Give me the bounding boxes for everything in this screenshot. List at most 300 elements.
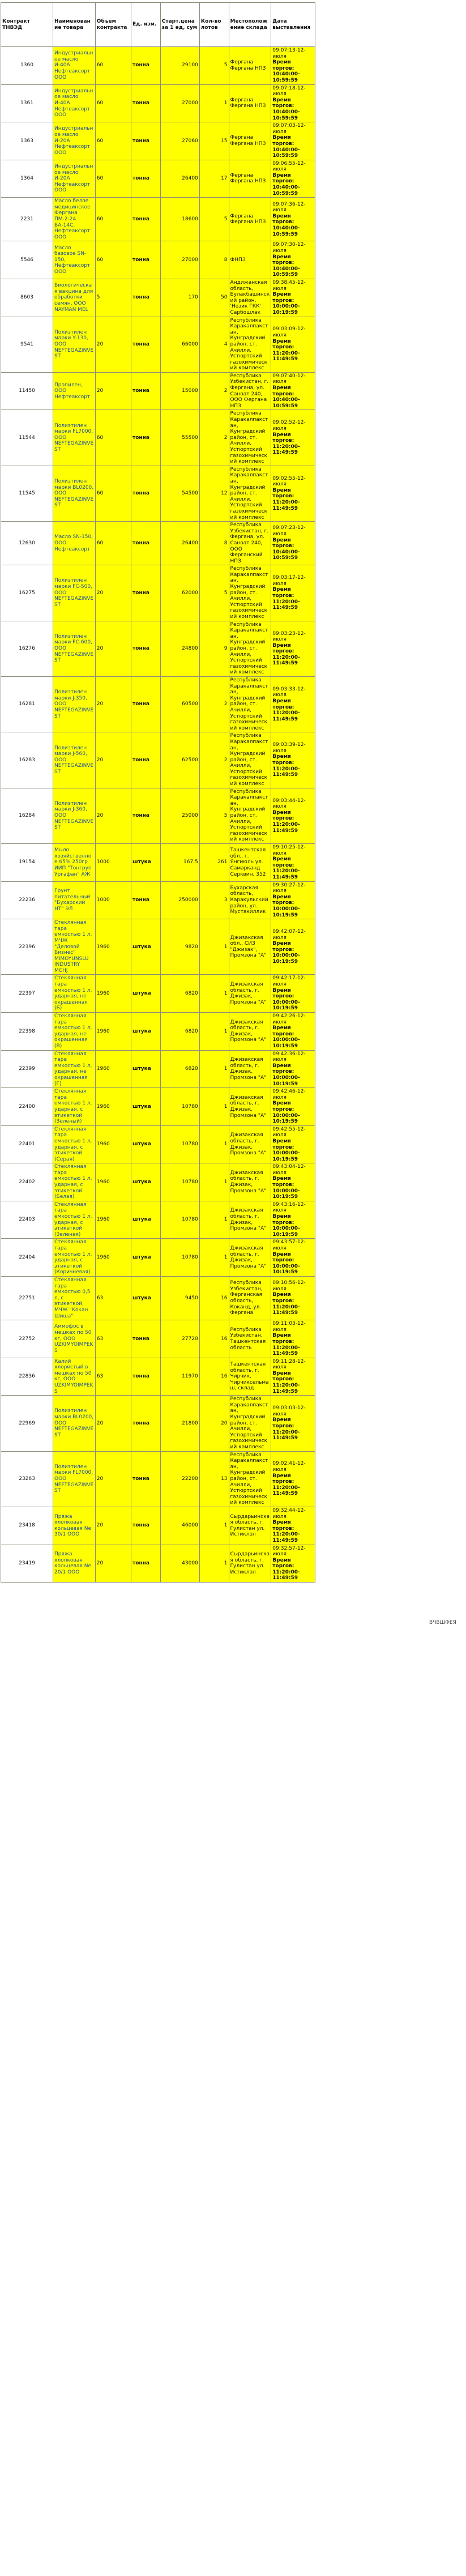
end-date-value: 09:43:16-12-июля (272, 1201, 306, 1214)
end-date-value: 09:03:09-12-июля (272, 326, 306, 339)
cell-location: Республика Каракалпакстан, Кунградский район, ст. Ачилли, Устюртский газохимический комплекс (229, 1396, 271, 1451)
trade-time-label: Время торгов: (272, 587, 294, 599)
cell-contract: 22969 (1, 1396, 53, 1451)
end-date-value: 09:32:44-12-июля (272, 1507, 306, 1520)
cell-product-name: Полиэтилен марки BL0200, ООО NEFTEGAZINVEST (53, 1396, 96, 1451)
cell-product-name: Масло SN-150, ООО Нефтеаксорт (53, 522, 96, 565)
trade-time-label: Время торгов: (272, 941, 294, 953)
trade-time-label: Время торгов: (272, 809, 294, 822)
header-location: Местоположение склада (229, 3, 271, 47)
end-date-value: 09:07:13-12-июля (272, 48, 306, 59)
trade-time-label: Время торгов: (272, 59, 294, 71)
cell-contract: 22398 (1, 1013, 53, 1051)
cell-location: Бухарская область, Каракульский район, ул. Мустакиллик (229, 881, 271, 919)
cell-unit: тонна (131, 522, 161, 565)
cell-unit: тонна (131, 1545, 161, 1583)
cell-volume: 1960 (95, 919, 131, 975)
cell-product-name: Индустриальное масло И-40А Нефтеаксорт ООО (53, 84, 96, 122)
table-row (1, 466, 315, 521)
cell-location: Республика Узбекистан, г. Фергана, ул. Саноат 240, ООО Ферганский НПЗ (229, 522, 271, 565)
cell-unit: штука (131, 844, 161, 882)
cell-contract: 16283 (1, 732, 53, 788)
cell-end-date (271, 1320, 315, 1358)
cell-start-price: 18600 (160, 198, 199, 241)
cell-lots: 1 (199, 1201, 229, 1239)
cell-start-price: 21800 (160, 1396, 199, 1451)
trade-time-value: 11:20:00-11:49:59 (272, 1429, 300, 1441)
trade-time-label: Время торгов: (272, 338, 294, 351)
cell-lots: 50 (199, 279, 229, 317)
cell-end-date (271, 1545, 315, 1583)
trade-time-label: Время торгов: (272, 385, 294, 397)
cell-volume: 1960 (95, 1050, 131, 1088)
cell-product-name: Полиэтилен марки FC-500, ООО NEFTEGAZINVEST (53, 565, 96, 621)
table-row (1, 844, 315, 882)
table-row (1, 1507, 315, 1545)
trade-time-label: Время торгов: (272, 537, 294, 549)
trade-time-label: Время торгов: (272, 856, 294, 868)
table-row (1, 1125, 315, 1163)
table-row (1, 1396, 315, 1451)
cell-end-date (271, 975, 315, 1013)
cell-product-name: Индустриальное масло И-20А Нефтеаксорт ООО (53, 160, 96, 198)
trade-time-value: 10:00:00-10:19:59 (272, 906, 300, 918)
cell-location: Джизакская область, г. Джизак, Промзона "А" (229, 1050, 271, 1088)
cell-product-name: Биологическая вакцина для обработки семян, ООО NAYMAN MEL (53, 279, 96, 317)
cell-unit: тонна (131, 241, 161, 279)
cell-product-name: Пропилен, ООО Нефтеаксорт (53, 372, 96, 410)
cell-product-name: Стеклянная тара емкостью 1 л, ударная, с этикеткой (Зелёный) (53, 1088, 96, 1126)
cell-start-price: 10780 (160, 1201, 199, 1239)
cell-product-name: Стеклянная тара емкостью 1 л, ударная, с этикеткой (Серая) (53, 1125, 96, 1163)
cell-end-date (271, 676, 315, 732)
cell-lots: 2 (199, 372, 229, 410)
cell-contract: 8603 (1, 279, 53, 317)
cell-lots: 1 (199, 975, 229, 1013)
trade-time-label: Время торгов: (272, 292, 294, 304)
cell-volume: 60 (95, 160, 131, 198)
header-lots: Кол-во лотов (199, 3, 229, 47)
cell-unit: штука (131, 1088, 161, 1126)
cell-end-date (271, 84, 315, 122)
cell-end-date (271, 198, 315, 241)
cell-unit: штука (131, 1013, 161, 1051)
cell-start-price: 15000 (160, 372, 199, 410)
cell-volume: 20 (95, 1507, 131, 1545)
cell-unit: тонна (131, 410, 161, 466)
cell-contract: 11450 (1, 372, 53, 410)
end-date-value: 09:38:45-12-июля (272, 279, 306, 292)
cell-start-price: 24800 (160, 621, 199, 676)
trade-time-label: Время торгов: (272, 97, 294, 109)
cell-start-price: 167.5 (160, 844, 199, 882)
trade-time-value: 11:20:00-11:49:59 (272, 1304, 300, 1316)
cell-lots: 1 (199, 1507, 229, 1545)
cell-end-date (271, 1125, 315, 1163)
trade-time-value: 11:20:00-11:49:59 (272, 868, 300, 880)
cell-start-price: 10780 (160, 1163, 199, 1201)
trade-time-value: 11:20:00-11:49:59 (272, 1532, 300, 1543)
cell-product-name: Полиэтилен марки FL7000, ООО NEFTEGAZINVEST (53, 1451, 96, 1507)
cell-location: Республика Каракалпакстан, Кунградский район, ст. Ачилли, Устюртский газохимический комплекс (229, 410, 271, 466)
trade-time-value: 11:20:00-11:49:59 (272, 821, 300, 834)
table-row (1, 1088, 315, 1126)
cell-contract: 22397 (1, 975, 53, 1013)
cell-end-date (271, 1451, 315, 1507)
cell-contract: 23263 (1, 1451, 53, 1507)
cell-start-price: 27000 (160, 241, 199, 279)
trade-time-value: 11:20:00-11:49:59 (272, 1383, 300, 1394)
cell-end-date (271, 279, 315, 317)
end-date-value: 09:03:03-12-июля (272, 1405, 306, 1417)
cell-unit: штука (131, 1201, 161, 1239)
table-row (1, 160, 315, 198)
cell-end-date (271, 1239, 315, 1277)
cell-contract: 5546 (1, 241, 53, 279)
cell-lots: 15 (199, 122, 229, 160)
trade-time-value: 10:00:00-10:19:59 (272, 304, 300, 315)
trade-time-label: Время торгов: (272, 1063, 294, 1075)
side-note: ВЧВШФЕЯ (429, 1620, 456, 1626)
trade-time-value: 10:00:00-10:19:59 (272, 1037, 300, 1049)
cell-location: Сырдарьинская область, г. Гулистан ул. Истиклол (229, 1507, 271, 1545)
trade-time-value: 10:00:00-10:19:59 (272, 1112, 300, 1125)
table-row (1, 1320, 315, 1358)
table-body (1, 47, 315, 1583)
cell-contract: 22399 (1, 1050, 53, 1088)
end-date-value: 09:43:57-12-июля (272, 1239, 306, 1251)
cell-start-price: 27000 (160, 84, 199, 122)
cell-end-date (271, 919, 315, 975)
cell-contract: 16276 (1, 621, 53, 676)
lots-table (1, 2, 315, 1583)
cell-volume: 20 (95, 732, 131, 788)
table-row (1, 47, 315, 85)
trade-time-label: Время торгов: (272, 1557, 294, 1570)
cell-start-price: 6820 (160, 1013, 199, 1051)
cell-lots: 1 (199, 1125, 229, 1163)
cell-volume: 1960 (95, 1201, 131, 1239)
cell-location: Фергана Фергана НПЗ (229, 122, 271, 160)
cell-product-name: Пряжа хлопковая кольцевая Ne 30/1 ООО (53, 1507, 96, 1545)
end-date-value: 09:42:26-12-июля (272, 1013, 306, 1025)
cell-contract: 22400 (1, 1088, 53, 1126)
cell-volume: 1960 (95, 1125, 131, 1163)
cell-product-name: Стеклянная тара емкостью 1 л, ударная, не окрашенная (В) (53, 1013, 96, 1051)
trade-time-value: 11:20:00-11:49:59 (272, 350, 300, 362)
table-row (1, 1239, 315, 1277)
cell-lots: 1 (199, 1013, 229, 1051)
end-date-value: 09:02:55-12-июля (272, 475, 306, 488)
end-date-value: 09:02:52-12-июля (272, 420, 306, 432)
cell-unit: тонна (131, 1396, 161, 1451)
cell-end-date (271, 317, 315, 372)
cell-volume: 60 (95, 198, 131, 241)
cell-product-name: Полиэтилен марки BL0200, ООО NEFTEGAZINVEST (53, 466, 96, 521)
cell-volume: 60 (95, 466, 131, 521)
trade-time-value: 10:00:00-10:19:59 (272, 1150, 300, 1162)
trade-time-value: 10:40:00-10:59:59 (272, 225, 300, 237)
cell-contract: 22403 (1, 1201, 53, 1239)
trade-time-value: 11:20:00-11:49:59 (272, 654, 300, 667)
cell-lots: 5 (199, 565, 229, 621)
table-row (1, 1451, 315, 1507)
cell-unit: тонна (131, 466, 161, 521)
cell-unit: тонна (131, 317, 161, 372)
trade-time-value: 10:00:00-10:19:59 (272, 953, 300, 965)
trade-time-label: Время торгов: (272, 1292, 294, 1304)
cell-unit: штука (131, 1239, 161, 1277)
cell-product-name: Стеклянная тара емкостью 1 л, ударная, с этикеткой (Коричневая) (53, 1239, 96, 1277)
end-date-value: 09:07:03-12-июля (272, 123, 306, 135)
cell-start-price: 25000 (160, 788, 199, 843)
cell-location: Республика Каракалпакстан, Кунградский район, ст. Ачилли, Устюртский газохимический комплекс (229, 317, 271, 372)
cell-start-price: 66000 (160, 317, 199, 372)
cell-contract: 16281 (1, 676, 53, 732)
end-date-value: 09:03:23-12-июля (272, 630, 306, 643)
trade-time-label: Время торгов: (272, 1025, 294, 1037)
cell-end-date (271, 565, 315, 621)
table-row (1, 1201, 315, 1239)
cell-lots: 1 (199, 1545, 229, 1583)
end-date-value: 09:07:23-12-июля (272, 525, 306, 538)
cell-volume: 20 (95, 676, 131, 732)
cell-end-date (271, 1050, 315, 1088)
cell-end-date (271, 1013, 315, 1051)
trade-time-value: 10:40:00-10:59:59 (272, 147, 300, 159)
cell-lots: 8 (199, 522, 229, 565)
cell-lots: 20 (199, 1396, 229, 1451)
end-date-value: 09:10:25-12-июля (272, 845, 306, 856)
cell-unit: тонна (131, 621, 161, 676)
cell-volume: 20 (95, 621, 131, 676)
table-row (1, 84, 315, 122)
table-row (1, 621, 315, 676)
trade-time-value: 11:20:00-11:49:59 (272, 710, 300, 722)
end-date-value: 09:03:44-12-июля (272, 797, 306, 810)
cell-location: Республика Каракалпакстан, Кунградский район, ст. Ачилли, Устюртский газохимический комплекс (229, 565, 271, 621)
table-row (1, 317, 315, 372)
cell-start-price: 170 (160, 279, 199, 317)
trade-time-value: 10:00:00-10:19:59 (272, 1074, 300, 1087)
cell-start-price: 43000 (160, 1545, 199, 1583)
trade-time-label: Время торгов: (272, 172, 294, 185)
end-date-value: 09:43:04-12-июля (272, 1164, 306, 1176)
end-date-value: 09:02:41-12-июля (272, 1461, 306, 1473)
cell-volume: 1960 (95, 1013, 131, 1051)
cell-start-price: 46000 (160, 1507, 199, 1545)
cell-unit: штука (131, 919, 161, 975)
cell-location: Республика Узбекистан, Ташкентская область (229, 1320, 271, 1358)
cell-end-date (271, 47, 315, 85)
cell-lots: 1 (199, 84, 229, 122)
cell-volume: 20 (95, 1545, 131, 1583)
cell-product-name: Полиэтилен марки FC-600, ООО NEFTEGAZINVEST (53, 621, 96, 676)
trade-time-label: Время торгов: (272, 754, 294, 766)
end-date-value: 09:10:56-12-июля (272, 1280, 306, 1292)
cell-start-price: 27720 (160, 1320, 199, 1358)
cell-location: Республика Узбекистан, Ферганская область, Коканд, ул. Фергана (229, 1276, 271, 1320)
cell-unit: тонна (131, 279, 161, 317)
cell-product-name: Масло базовое SN-150, Нефтеаксорт ООО (53, 241, 96, 279)
table-row (1, 372, 315, 410)
end-date-value: 09:32:57-12-июля (272, 1545, 306, 1558)
trade-time-value: 10:40:00-10:59:59 (272, 397, 300, 409)
cell-contract: 16275 (1, 565, 53, 621)
cell-contract: 2231 (1, 198, 53, 241)
cell-start-price: 9450 (160, 1276, 199, 1320)
cell-end-date (271, 1163, 315, 1201)
cell-end-date (271, 241, 315, 279)
cell-unit: тонна (131, 47, 161, 85)
cell-end-date (271, 522, 315, 565)
trade-time-label: Время торгов: (272, 1473, 294, 1485)
cell-volume: 1960 (95, 1088, 131, 1126)
header-end-date: Дата выставления (271, 3, 315, 47)
cell-contract: 22752 (1, 1320, 53, 1358)
cell-lots: 16 (199, 1276, 229, 1320)
cell-end-date (271, 788, 315, 843)
cell-location: Сырдарьинская область, г. Гулистан ул. Истиклол (229, 1545, 271, 1583)
table-row (1, 975, 315, 1013)
end-date-value: 09:30:27-12-июля (272, 882, 306, 894)
cell-volume: 60 (95, 410, 131, 466)
cell-lots: 2 (199, 732, 229, 788)
cell-start-price: 9820 (160, 919, 199, 975)
cell-volume: 60 (95, 241, 131, 279)
cell-contract: 22402 (1, 1163, 53, 1201)
cell-end-date (271, 621, 315, 676)
cell-unit: штука (131, 975, 161, 1013)
cell-product-name: Калий хлористый в мешках по 50 кг, ООО UZKIMYOIMPEKS (53, 1358, 96, 1396)
end-date-value: 09:11:28-12-июля (272, 1358, 306, 1371)
cell-volume: 20 (95, 372, 131, 410)
cell-end-date (271, 466, 315, 521)
cell-product-name: Полиэтилен марки FL7000, ООО NEFTEGAZINVEST (53, 410, 96, 466)
trade-time-value: 10:40:00-10:59:59 (272, 549, 300, 561)
cell-product-name: Индустриальное масло И-20А Нефтеаксорт ООО (53, 122, 96, 160)
cell-location: Ташкентская обл., г. Янгиюль ул. Самарканд Серквин, 352 (229, 844, 271, 882)
trade-time-label: Время торгов: (272, 213, 294, 225)
cell-location: Джизакская область, г. Джизак, Промзона "А" (229, 975, 271, 1013)
cell-location: Республика Каракалпакстан, Кунградский район, ст. Ачилли, Устюртский газохимический комплекс (229, 466, 271, 521)
cell-lots: 2 (199, 676, 229, 732)
cell-unit: тонна (131, 1358, 161, 1396)
cell-location: Фергана Фергана НПЗ (229, 160, 271, 198)
table-row (1, 241, 315, 279)
table-row (1, 198, 315, 241)
cell-end-date (271, 1507, 315, 1545)
cell-start-price: 29100 (160, 47, 199, 85)
cell-start-price: 6820 (160, 975, 199, 1013)
cell-start-price: 11970 (160, 1358, 199, 1396)
cell-unit: штука (131, 1125, 161, 1163)
cell-lots: 12 (199, 466, 229, 521)
cell-start-price: 22200 (160, 1451, 199, 1507)
cell-product-name: Стеклянная тара емкостью 1 л, ударная, не окрашенная (Г) (53, 1050, 96, 1088)
cell-end-date (271, 1088, 315, 1126)
cell-unit: тонна (131, 732, 161, 788)
cell-end-date (271, 732, 315, 788)
cell-start-price: 10780 (160, 1088, 199, 1126)
cell-end-date (271, 372, 315, 410)
trade-time-label: Время торгов: (272, 1520, 294, 1532)
trade-time-value: 11:20:00-11:49:59 (272, 1569, 300, 1581)
cell-product-name: Грунт питательный "Бухарский НТ" ЭЛ (53, 881, 96, 919)
trade-time-label: Время торгов: (272, 1370, 294, 1383)
table-header (1, 3, 315, 47)
end-date-value: 09:07:30-12-июля (272, 242, 306, 254)
cell-start-price: 60500 (160, 676, 199, 732)
cell-end-date (271, 122, 315, 160)
cell-unit: тонна (131, 1507, 161, 1545)
cell-lots: 16 (199, 1320, 229, 1358)
cell-lots: 4 (199, 317, 229, 372)
cell-start-price: 26400 (160, 160, 199, 198)
table-row (1, 1358, 315, 1396)
cell-contract: 11545 (1, 466, 53, 521)
cell-location: Андижанская область, Булакбашинский район, 'Нозик ГКК' Сарбошлак (229, 279, 271, 317)
cell-location: ФНПЗ (229, 241, 271, 279)
cell-location: Республика Каракалпакстан, Кунградский район, ст. Ачилли, Устюртский газохимический комплекс (229, 621, 271, 676)
cell-lots: 5 (199, 47, 229, 85)
cell-volume: 20 (95, 317, 131, 372)
trade-time-label: Время торгов: (272, 1138, 294, 1150)
cell-product-name: Пряжа хлопковая кольцевая Ne 20/1 ООО (53, 1545, 96, 1583)
cell-volume: 1960 (95, 1239, 131, 1277)
cell-end-date (271, 1276, 315, 1320)
cell-start-price: 10780 (160, 1125, 199, 1163)
cell-lots: 5 (199, 788, 229, 843)
cell-contract: 22236 (1, 881, 53, 919)
cell-contract: 22401 (1, 1125, 53, 1163)
end-date-value: 09:07:40-12-июля (272, 373, 306, 385)
cell-volume: 20 (95, 1451, 131, 1507)
cell-product-name: Индустриальное масло И-40А Нефтеаксорт ООО (53, 47, 96, 85)
trade-time-value: 10:40:00-10:59:59 (272, 266, 300, 278)
cell-location: Республика Каракалпакстан, Кунградский район, ст. Ачилли, Устюртский газохимический комплекс (229, 788, 271, 843)
cell-start-price: 62500 (160, 732, 199, 788)
end-date-value: 09:06:55-12-июля (272, 160, 306, 173)
table-row (1, 279, 315, 317)
cell-contract: 19154 (1, 844, 53, 882)
trade-time-label: Время торгов: (272, 1176, 294, 1188)
cell-product-name: Полиэтилен марки J-560, ООО NEFTEGAZINVEST (53, 732, 96, 788)
cell-lots: 16 (199, 1358, 229, 1396)
cell-unit: тонна (131, 198, 161, 241)
cell-lots: 1 (199, 1239, 229, 1277)
cell-product-name: Стеклянная тара емкостью 1 л, МЧЖ "Деловой Бизнес" MIMOYUNSLU INDUSTRY MCHJ (53, 919, 96, 975)
trade-time-value: 10:00:00-10:19:59 (272, 1188, 300, 1200)
cell-product-name: Масло белое медицинское Фергана ПМ-2-24 БА-14С, Нефтеаксорт ООО (53, 198, 96, 241)
cell-location: Фергана Фергана НПЗ (229, 84, 271, 122)
trade-time-value: 10:40:00-10:59:59 (272, 71, 300, 83)
cell-contract: 1364 (1, 160, 53, 198)
table-row (1, 1013, 315, 1051)
cell-contract: 1361 (1, 84, 53, 122)
cell-unit: тонна (131, 1451, 161, 1507)
trade-time-value: 10:40:00-10:59:59 (272, 109, 300, 121)
end-date-value: 09:42:07-12-июля (272, 929, 306, 941)
end-date-value: 09:03:17-12-июля (272, 575, 306, 587)
cell-volume: 1960 (95, 1163, 131, 1201)
cell-start-price: 55500 (160, 410, 199, 466)
trade-time-label: Время торгов: (272, 642, 294, 655)
trade-time-label: Время торгов: (272, 432, 294, 444)
cell-volume: 20 (95, 788, 131, 843)
table-row (1, 919, 315, 975)
trade-time-label: Время торгов: (272, 1251, 294, 1264)
